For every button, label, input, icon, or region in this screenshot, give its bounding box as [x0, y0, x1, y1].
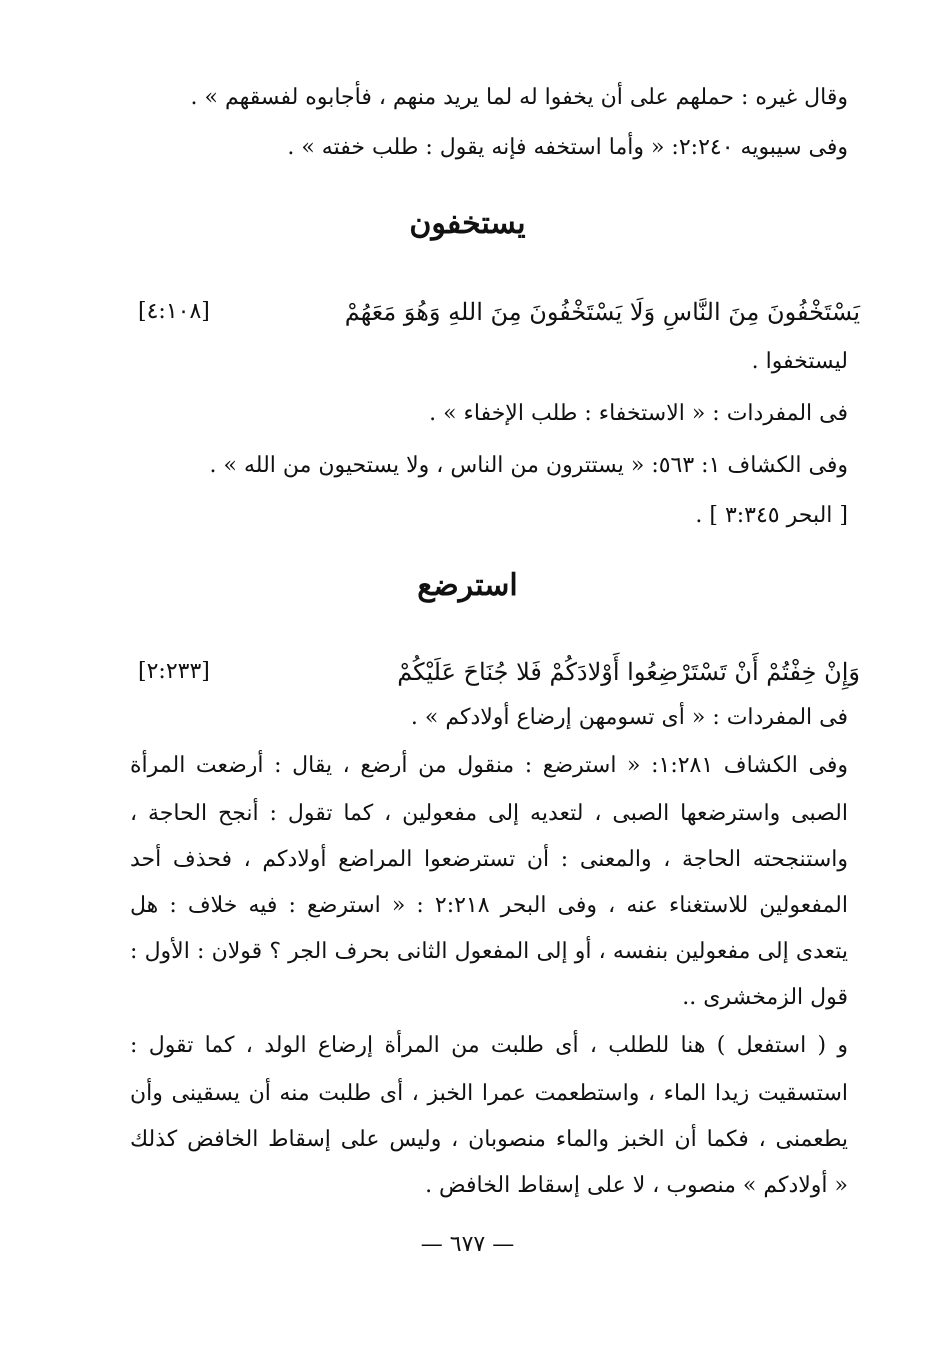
- paragraph-line: الصبى واسترضعها الصبى ، لتعديه إلى مفعولين ، كما تقول : أنجح الحاجة ،: [130, 801, 848, 826]
- paragraph-line: يتعدى إلى مفعولين بنفسه ، أو إلى المفعول الثانى بحرف الجر ؟ قولان : الأول :: [130, 939, 848, 964]
- paragraph-line: المفعولين للاستغناء عنه ، وفى البحر ٢:٢١٨ : « استرضع : فيه خلاف : هل: [130, 893, 848, 918]
- section-heading: يستخفون: [409, 206, 526, 241]
- verse-reference: [٢:٢٣٣]: [138, 659, 210, 684]
- verse-reference: [٤:١٠٨]: [138, 299, 210, 324]
- paragraph-line: يطعمنى ، فكما أن الخبز والماء منصوبان ، وليس على إسقاط الخافض كذلك: [130, 1127, 848, 1152]
- text-line: فى المفردات : « الاستخفاء : طلب الإخفاء » .: [429, 401, 848, 426]
- quran-verse: يَسْتَخْفُونَ مِنَ النَّاسِ وَلَا يَسْتَخْفُونَ مِنَ اللهِ وَهُوَ مَعَهُمْ: [344, 298, 860, 326]
- text-line: وفى الكشاف ١: ٥٦٣: « يستترون من الناس ، ولا يستحيون من الله » .: [209, 453, 848, 478]
- paragraph-line: واستنجحته الحاجة ، والمعنى : أن تسترضعوا المراضع أولادكم ، فحذف أحد: [130, 847, 848, 872]
- text-line: ليستخفوا .: [751, 349, 848, 374]
- text-line: وقال غيره : حملهم على أن يخفوا له لما يريد منهم ، فأجابوه لفسقهم » .: [190, 85, 848, 110]
- paragraph-line: استسقيت زيدا الماء ، واستطعمت عمرا الخبز ، أى طلبت منه أن يسقينى وأن: [130, 1081, 848, 1106]
- text-line: وفى سيبويه ٢:٢٤٠: « وأما استخفه فإنه يقول : طلب خفته » .: [287, 135, 848, 160]
- quran-verse: وَإِنْ خِفْتُمْ أَنْ تَسْتَرْضِعُوا أَوْلادَكُمْ فَلا جُنَاحَ عَلَيْكُمْ: [397, 658, 860, 686]
- paragraph-line: « أولادكم » منصوب ، لا على إسقاط الخافض .: [425, 1173, 848, 1198]
- section-heading: استرضع: [417, 568, 518, 603]
- paragraph-line: قول الزمخشرى ..: [682, 985, 848, 1010]
- text-line: فى المفردات : « أى تسومهن إرضاع أولادكم » .: [410, 705, 848, 730]
- paragraph-line: و ( استفعل ) هنا للطلب ، أى طلبت من المرأة إرضاع الولد ، كما تقول :: [130, 1033, 848, 1058]
- paragraph-line: وفى الكشاف ١:٢٨١: « استرضع : منقول من أرضع ، يقال : أرضعت المرأة: [130, 753, 848, 778]
- text-line: [ البحر ٣:٣٤٥ ] .: [695, 503, 848, 528]
- page-number: — ٦٧٧ —: [420, 1232, 515, 1257]
